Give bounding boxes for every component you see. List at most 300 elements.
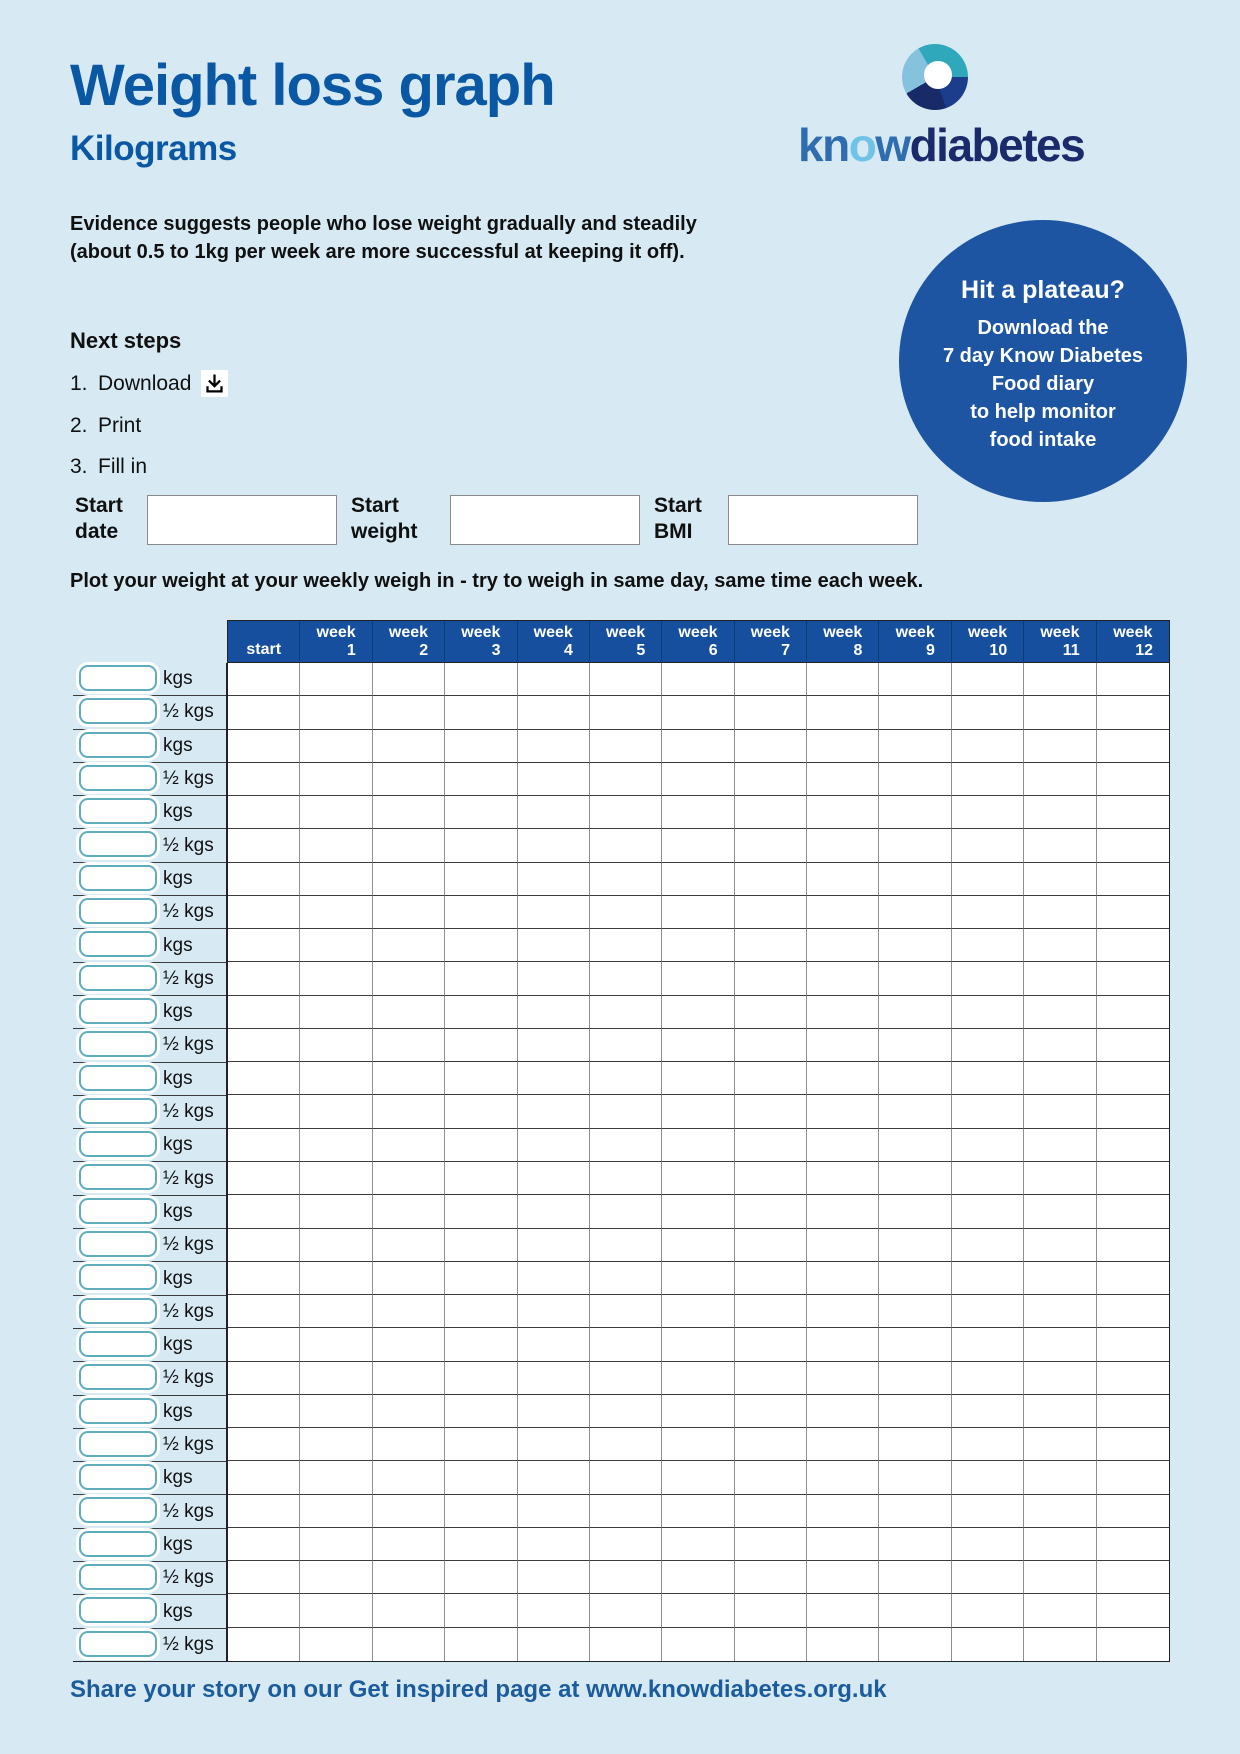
grid-cell <box>590 1594 662 1627</box>
grid-cell <box>518 730 590 763</box>
grid-cell <box>662 763 734 796</box>
weight-input[interactable] <box>79 1264 157 1290</box>
grid-cell <box>445 1395 517 1428</box>
grid-cell <box>662 696 734 729</box>
grid-cell <box>1024 730 1096 763</box>
plateau-badge <box>899 220 1187 502</box>
grid-cell <box>1024 1095 1096 1128</box>
grid-cell <box>1024 1461 1096 1494</box>
grid-cell <box>662 962 734 995</box>
grid-cell <box>228 1495 300 1528</box>
grid-cell <box>228 896 300 929</box>
header-cell-week-6 <box>662 621 734 663</box>
grid-cell <box>445 1495 517 1528</box>
grid-cell <box>228 796 300 829</box>
grid-cell <box>590 1129 662 1162</box>
grid-cell <box>735 896 807 929</box>
grid-cell <box>518 1461 590 1494</box>
grid-cell <box>445 1129 517 1162</box>
grid-cell <box>590 1362 662 1395</box>
grid-cell <box>952 1428 1024 1461</box>
week-number: 11 <box>1062 642 1080 659</box>
grid-cell <box>445 1062 517 1095</box>
table-row-label <box>73 796 226 829</box>
grid-cell <box>879 896 951 929</box>
grid-cell <box>1097 1561 1169 1594</box>
grid-cell <box>518 896 590 929</box>
grid-cell <box>590 1029 662 1062</box>
weight-input[interactable] <box>79 665 157 691</box>
grid-cell <box>373 796 445 829</box>
step-label-download: Download <box>98 371 192 395</box>
grid-cell <box>445 1295 517 1328</box>
grid-cell <box>735 1129 807 1162</box>
step-label-fill-in: Fill in <box>98 455 148 478</box>
download-icon[interactable] <box>201 370 228 397</box>
grid-cell <box>373 896 445 929</box>
grid-cell <box>879 962 951 995</box>
grid-cell <box>735 1062 807 1095</box>
week-word: week <box>823 624 863 641</box>
grid-cell <box>445 1461 517 1494</box>
grid-cell <box>228 1594 300 1627</box>
grid-cell <box>879 1328 951 1361</box>
grid-cell <box>373 1461 445 1494</box>
grid-cell <box>518 1229 590 1262</box>
weight-input[interactable] <box>79 965 157 991</box>
grid-cell <box>590 1328 662 1361</box>
grid-cell <box>662 1029 734 1062</box>
grid-cell <box>1024 1328 1096 1361</box>
grid-cell <box>879 1129 951 1162</box>
week-number: 12 <box>1135 642 1153 659</box>
weight-input[interactable] <box>79 998 157 1024</box>
grid-cell <box>445 863 517 896</box>
grid-cell <box>807 1594 879 1627</box>
grid-cell <box>662 1428 734 1461</box>
grid-cell <box>445 929 517 962</box>
table-row-label <box>73 663 226 696</box>
row-unit-label: kgs <box>163 1267 193 1289</box>
table-row-label <box>73 896 226 929</box>
grid-cell <box>300 663 372 696</box>
grid-cell <box>879 796 951 829</box>
grid-cell <box>300 1262 372 1295</box>
grid-cell <box>518 1162 590 1195</box>
table-row-label <box>73 829 226 862</box>
knowdiabetes-logo <box>798 44 1178 174</box>
grid-cell <box>952 730 1024 763</box>
grid-cell <box>952 929 1024 962</box>
row-unit-label: kgs <box>163 734 193 756</box>
row-unit-label: ½ kgs <box>163 1500 214 1522</box>
grid-cell <box>445 1628 517 1661</box>
row-unit-label: ½ kgs <box>163 1367 214 1389</box>
week-number: 5 <box>636 642 646 659</box>
grid-cell <box>518 929 590 962</box>
weight-input[interactable] <box>79 898 157 924</box>
grid-cell <box>590 929 662 962</box>
grid-cell <box>662 1594 734 1627</box>
grid-cell <box>807 763 879 796</box>
grid-cell <box>807 663 879 696</box>
row-unit-label: kgs <box>163 867 193 889</box>
grid-cell <box>879 1195 951 1228</box>
week-number: 7 <box>781 642 791 659</box>
grid-cell <box>662 1162 734 1195</box>
grid-cell <box>1097 730 1169 763</box>
table-row-label <box>73 1129 226 1162</box>
grid-cell <box>807 730 879 763</box>
grid-cell <box>735 1561 807 1594</box>
grid-cell <box>1024 1229 1096 1262</box>
grid-cell <box>590 1395 662 1428</box>
grid-cell <box>662 796 734 829</box>
grid-cell <box>662 863 734 896</box>
grid-cell <box>228 1029 300 1062</box>
grid-cell <box>807 1062 879 1095</box>
grid-cell <box>952 896 1024 929</box>
grid-cell <box>518 1594 590 1627</box>
grid-cell <box>735 929 807 962</box>
grid-cell <box>807 1328 879 1361</box>
grid-cell <box>445 1561 517 1594</box>
grid-cell <box>300 1495 372 1528</box>
weight-input[interactable] <box>79 865 157 891</box>
row-unit-label: ½ kgs <box>163 834 214 856</box>
grid-cell <box>879 1395 951 1428</box>
weight-input[interactable] <box>79 1631 157 1657</box>
grid-cell <box>879 730 951 763</box>
grid-cell <box>1024 1262 1096 1295</box>
week-number: 4 <box>564 642 573 659</box>
grid-cell <box>228 1461 300 1494</box>
grid-cell <box>879 829 951 862</box>
grid-cell <box>518 1528 590 1561</box>
grid-cell <box>518 1062 590 1095</box>
grid-cell <box>1097 1162 1169 1195</box>
grid-cell <box>228 1528 300 1561</box>
table-row-label <box>73 696 226 729</box>
grid-cell <box>807 863 879 896</box>
table-row-labels-column <box>73 663 227 1662</box>
table-row-label <box>73 1162 226 1195</box>
week-word: week <box>678 624 718 641</box>
start-date-field[interactable] <box>147 495 337 545</box>
logo-text-diabetes: diabetes <box>909 119 1085 171</box>
grid-cell <box>373 1062 445 1095</box>
grid-cell <box>1097 1328 1169 1361</box>
row-unit-label: ½ kgs <box>163 701 214 723</box>
row-unit-label: ½ kgs <box>163 1434 214 1456</box>
grid-cell <box>1024 1628 1096 1661</box>
table-row-label <box>73 1529 226 1562</box>
grid-cell <box>735 1095 807 1128</box>
grid-cell <box>1024 929 1096 962</box>
grid-cell <box>518 1495 590 1528</box>
weight-input[interactable] <box>79 1564 157 1590</box>
step-number: 1. <box>70 371 88 395</box>
table-row-label <box>73 963 226 996</box>
header-cell-week-9 <box>879 621 951 663</box>
grid-cell <box>1024 1129 1096 1162</box>
grid-cell <box>445 829 517 862</box>
weight-input[interactable] <box>79 1164 157 1190</box>
grid-cell <box>807 1095 879 1128</box>
weight-input[interactable] <box>79 1198 157 1224</box>
grid-cell <box>590 1095 662 1128</box>
weight-input[interactable] <box>79 1398 157 1424</box>
grid-cell <box>445 896 517 929</box>
grid-cell <box>1097 796 1169 829</box>
grid-cell <box>445 696 517 729</box>
week-number: 10 <box>989 642 1008 659</box>
grid-cell <box>1097 829 1169 862</box>
week-word: week <box>606 624 646 641</box>
row-unit-label: ½ kgs <box>163 1234 214 1256</box>
grid-cell <box>662 1295 734 1328</box>
grid-cell <box>300 1229 372 1262</box>
grid-cell <box>735 1295 807 1328</box>
grid-cell <box>662 1328 734 1361</box>
grid-cell <box>879 763 951 796</box>
grid-cell <box>373 1528 445 1561</box>
grid-cell <box>879 1262 951 1295</box>
week-number: 9 <box>925 642 935 659</box>
grid-cell <box>1024 1594 1096 1627</box>
grid-cell <box>228 1428 300 1461</box>
table-row-label <box>73 1362 226 1395</box>
grid-cell <box>952 1095 1024 1128</box>
grid-cell <box>1097 1594 1169 1627</box>
grid-cell <box>1024 696 1096 729</box>
weight-input[interactable] <box>79 698 157 724</box>
plateau-line: Food diary <box>991 373 1095 395</box>
grid-cell <box>807 1395 879 1428</box>
grid-cell <box>952 1162 1024 1195</box>
grid-cell <box>1024 896 1096 929</box>
grid-cell <box>1024 796 1096 829</box>
start-date-label: Start date <box>75 494 123 543</box>
start-bmi-label: Start BMI <box>654 494 702 543</box>
row-unit-label: kgs <box>163 1001 193 1023</box>
grid-cell <box>228 1295 300 1328</box>
grid-cell <box>952 1362 1024 1395</box>
grid-cell <box>735 1428 807 1461</box>
grid-cell <box>662 1395 734 1428</box>
row-unit-label: ½ kgs <box>163 1633 214 1655</box>
grid-cell <box>879 1428 951 1461</box>
grid-cell <box>590 896 662 929</box>
grid-cell <box>373 1628 445 1661</box>
grid-cell <box>518 962 590 995</box>
grid-cell <box>228 1395 300 1428</box>
weight-input[interactable] <box>79 1065 157 1091</box>
grid-cell <box>807 1362 879 1395</box>
grid-cell <box>518 763 590 796</box>
grid-cell <box>807 996 879 1029</box>
grid-cell <box>518 1295 590 1328</box>
table-row-label <box>73 1096 226 1129</box>
start-bmi-field[interactable] <box>728 495 918 545</box>
weight-input[interactable] <box>79 1131 157 1157</box>
grid-cell <box>735 1594 807 1627</box>
grid-cell <box>952 696 1024 729</box>
grid-cell <box>1024 1428 1096 1461</box>
grid-cell <box>1024 996 1096 1029</box>
grid-cell <box>373 1495 445 1528</box>
weight-input[interactable] <box>79 798 157 824</box>
weight-input[interactable] <box>79 1364 157 1390</box>
row-unit-label: kgs <box>163 668 193 690</box>
weight-input[interactable] <box>79 1597 157 1623</box>
grid-cell <box>300 1362 372 1395</box>
grid-cell <box>373 1594 445 1627</box>
grid-cell <box>590 1461 662 1494</box>
grid-cell <box>1024 1162 1096 1195</box>
grid-cell <box>300 896 372 929</box>
header-cell-week-5 <box>590 621 662 663</box>
logo-swirl-hole <box>924 61 952 89</box>
grid-cell <box>1097 996 1169 1029</box>
grid-cell <box>807 1528 879 1561</box>
row-unit-label: kgs <box>163 1533 193 1555</box>
grid-cell <box>952 1561 1024 1594</box>
weight-input[interactable] <box>79 1464 157 1490</box>
grid-cell <box>373 863 445 896</box>
grid-cell <box>879 1528 951 1561</box>
grid-cell <box>735 863 807 896</box>
grid-cell <box>300 1095 372 1128</box>
grid-cell <box>735 1628 807 1661</box>
start-weight-field[interactable] <box>450 495 640 545</box>
grid-cell <box>1097 896 1169 929</box>
weight-graph-table <box>73 620 1170 1662</box>
grid-cell <box>807 1229 879 1262</box>
grid-cell <box>518 796 590 829</box>
grid-cell <box>300 1062 372 1095</box>
grid-cell <box>807 1195 879 1228</box>
grid-cell <box>373 1295 445 1328</box>
grid-cell <box>952 829 1024 862</box>
grid-cell <box>662 1362 734 1395</box>
row-unit-label: kgs <box>163 1200 193 1222</box>
grid-cell <box>445 1362 517 1395</box>
plateau-line: Download the <box>977 317 1109 339</box>
grid-cell <box>662 829 734 862</box>
grid-cell <box>662 896 734 929</box>
weight-input[interactable] <box>79 1098 157 1124</box>
weight-input[interactable] <box>79 1031 157 1057</box>
table-row-label <box>73 1462 226 1495</box>
weight-input[interactable] <box>79 831 157 857</box>
week-word: week <box>533 624 573 641</box>
grid-cell <box>1024 1195 1096 1228</box>
start-weight-label: Start weight <box>351 494 418 543</box>
grid-cell <box>590 696 662 729</box>
grid-cell <box>1097 763 1169 796</box>
grid-cell <box>373 1395 445 1428</box>
grid-cell <box>952 1195 1024 1228</box>
grid-cell <box>662 996 734 1029</box>
grid-cell <box>1024 663 1096 696</box>
table-row-label <box>73 1296 226 1329</box>
week-word: week <box>1040 624 1080 641</box>
weight-input[interactable] <box>79 1231 157 1257</box>
weight-input[interactable] <box>79 1431 157 1457</box>
weight-input[interactable] <box>79 1531 157 1557</box>
weight-input[interactable] <box>79 931 157 957</box>
grid-cell <box>735 730 807 763</box>
grid-cell <box>879 929 951 962</box>
start-fields-row <box>0 492 1240 548</box>
grid-cell <box>300 929 372 962</box>
grid-cell <box>300 1461 372 1494</box>
grid-cell <box>228 730 300 763</box>
grid-cell <box>1024 1528 1096 1561</box>
row-unit-label: kgs <box>163 1467 193 1489</box>
grid-cell <box>952 1129 1024 1162</box>
grid-cell <box>518 696 590 729</box>
grid-cell <box>445 1162 517 1195</box>
grid-cell <box>590 1229 662 1262</box>
grid-cell <box>1024 863 1096 896</box>
grid-cell <box>879 1029 951 1062</box>
table-row-label <box>73 1629 226 1662</box>
grid-cell <box>590 829 662 862</box>
grid-cell <box>1097 1129 1169 1162</box>
grid-cell <box>300 996 372 1029</box>
grid-cell <box>300 1129 372 1162</box>
grid-cell <box>518 1395 590 1428</box>
grid-cell <box>228 1328 300 1361</box>
grid-cell <box>300 730 372 763</box>
intro-line-2: (about 0.5 to 1kg per week are more successful at keeping it off). <box>70 241 685 263</box>
header-cell-week-4 <box>518 621 590 663</box>
grid-cell <box>807 829 879 862</box>
grid-cell <box>879 1062 951 1095</box>
grid-cell <box>228 1095 300 1128</box>
plot-instruction: Plot your weight at your weekly weigh in - try to weigh in same day, same time each week. <box>70 570 924 592</box>
weight-input[interactable] <box>79 765 157 791</box>
week-number: 1 <box>346 642 356 659</box>
logo-text-o: o <box>848 119 876 171</box>
grid-cell <box>879 1594 951 1627</box>
grid-cell <box>735 1328 807 1361</box>
grid-cell <box>662 1495 734 1528</box>
row-unit-label: ½ kgs <box>163 768 214 790</box>
weight-input[interactable] <box>79 732 157 758</box>
grid-cell <box>807 1129 879 1162</box>
step-number: 2. <box>70 414 88 437</box>
grid-cell <box>300 1328 372 1361</box>
grid-cell <box>518 1095 590 1128</box>
grid-cell <box>445 1262 517 1295</box>
grid-cell <box>590 1195 662 1228</box>
header-cell-week-10 <box>952 621 1024 663</box>
grid-cell <box>807 1561 879 1594</box>
table-row-label <box>73 1196 226 1229</box>
next-steps-heading: Next steps <box>70 328 182 353</box>
weight-input[interactable] <box>79 1497 157 1523</box>
grid-cell <box>445 1328 517 1361</box>
weight-input[interactable] <box>79 1298 157 1324</box>
weight-input[interactable] <box>79 1331 157 1357</box>
logo-wordmark <box>798 118 1084 172</box>
next-step-2 <box>70 414 228 438</box>
grid-cell <box>373 962 445 995</box>
grid-cell <box>228 1628 300 1661</box>
